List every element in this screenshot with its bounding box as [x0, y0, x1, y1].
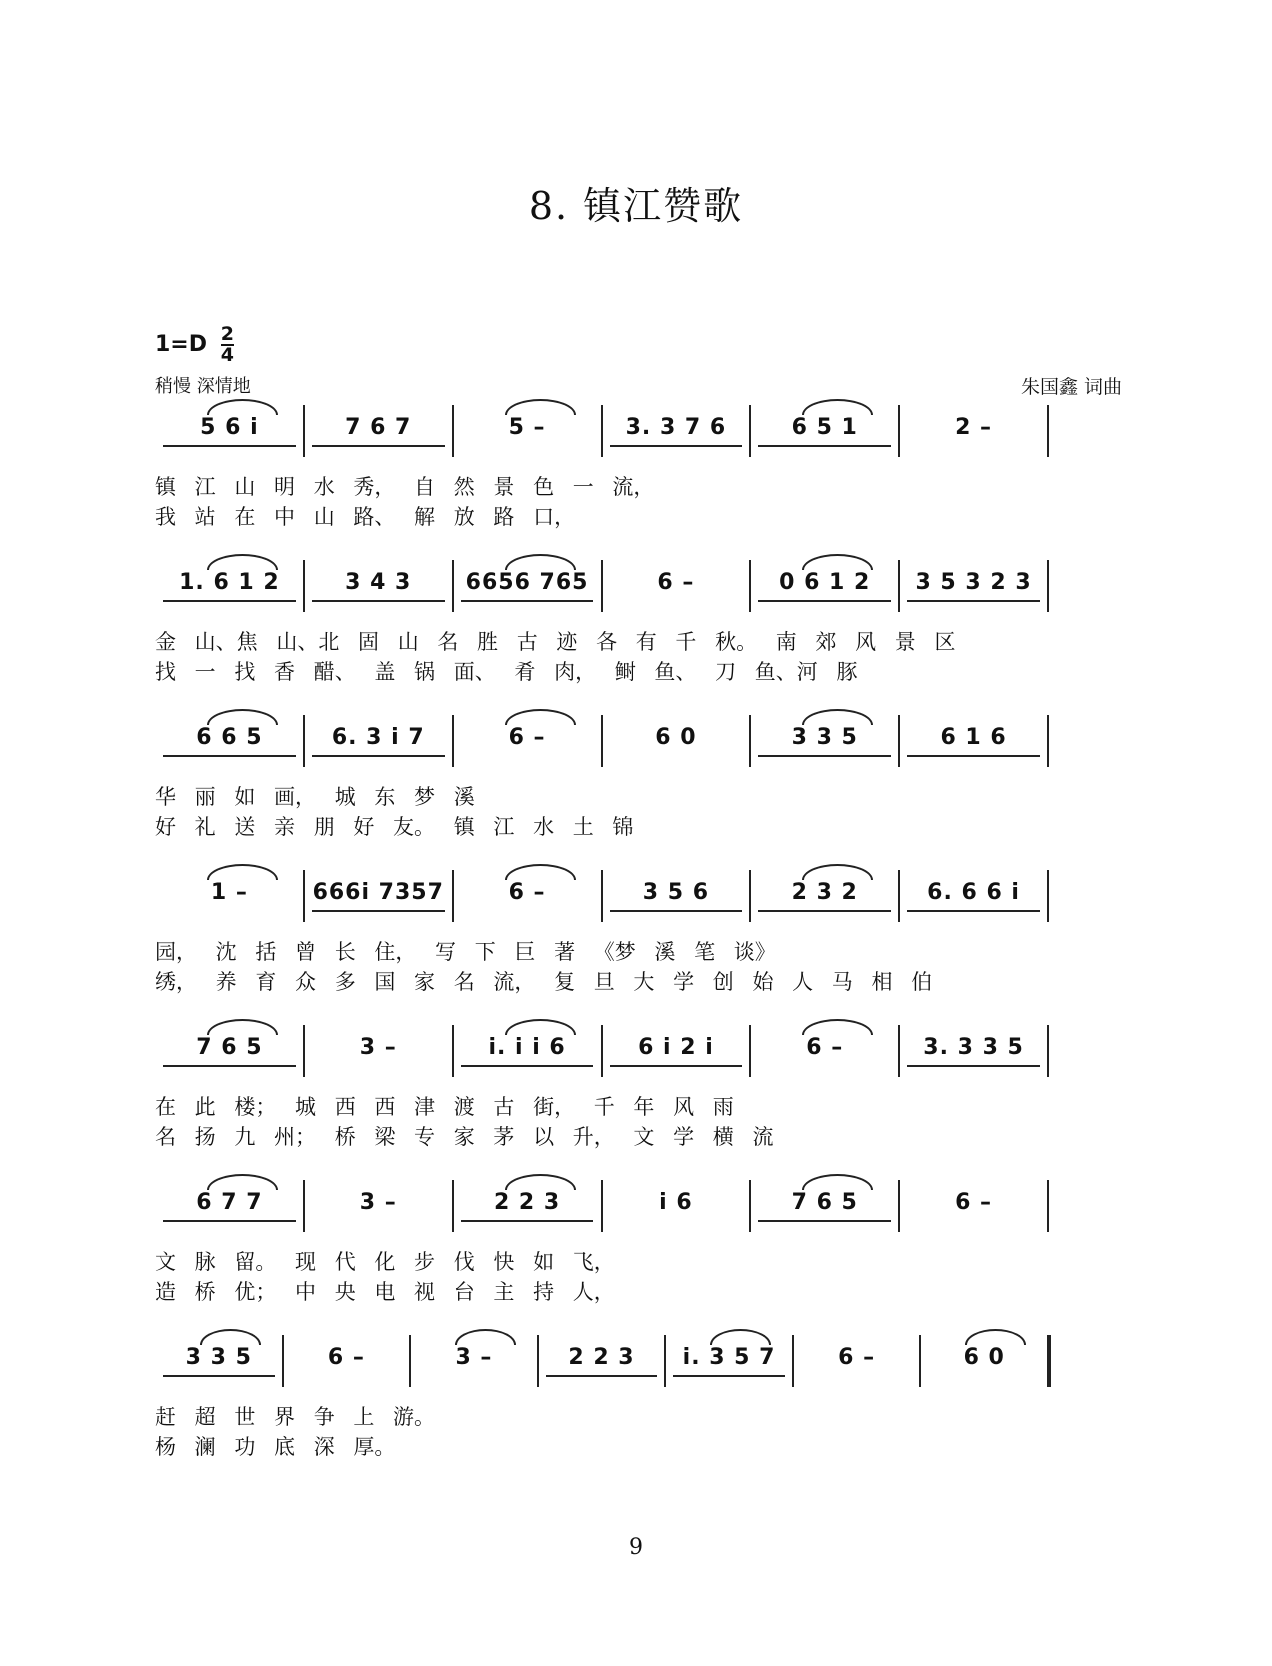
time-top: 2	[220, 323, 234, 345]
measure	[602, 395, 751, 455]
measure-notes: i. i i 6	[488, 1035, 566, 1060]
lyrics-verse-2: 找 一 找 香 醋、 盖 锅 面、 肴 肉， 鲥 鱼、 刀 鱼、河 豚	[155, 660, 858, 684]
key-signature	[155, 325, 234, 365]
beam-underline	[610, 445, 743, 447]
measure	[602, 860, 751, 920]
measure-notes: 6 –	[508, 725, 546, 750]
measure-notes: 6 –	[955, 1190, 993, 1215]
measure-notes: 0 6 1 2	[779, 570, 871, 595]
measure-notes: 3 –	[455, 1345, 493, 1370]
measure-notes: 3 3 5	[791, 725, 858, 750]
lyrics-verse-2: 名 扬 九 州； 桥 梁 专 家 茅 以 升， 文 学 横 流	[155, 1125, 774, 1149]
measure-notes: i 6	[659, 1190, 693, 1215]
measure-notes: 3. 3 7 6	[625, 415, 727, 440]
author-credit: 朱国鑫 词曲	[1020, 376, 1122, 398]
beam-underline	[163, 1375, 275, 1377]
measure	[899, 705, 1048, 765]
time-bottom: 4	[220, 344, 234, 366]
lyrics-verse-1: 华 丽 如 画， 城 东 梦 溪	[155, 785, 475, 809]
measure-notes: 666i 7357	[312, 880, 444, 905]
measure-notes: 3 3 5	[185, 1345, 252, 1370]
measure-notes: 1. 6 1 2	[179, 570, 280, 595]
beam-underline	[758, 1220, 891, 1222]
measure	[899, 395, 1048, 455]
measure	[899, 1170, 1048, 1230]
beam-underline	[461, 1065, 594, 1067]
beam-underline	[163, 1220, 296, 1222]
beam-underline	[907, 600, 1040, 602]
measure-notes: 3 5 6	[642, 880, 710, 905]
lyrics-verse-1: 园， 沈 括 曾 长 住， 写 下 巨 著 《梦 溪 笔 谈》	[155, 940, 776, 964]
measure-notes: 7 6 5	[791, 1190, 858, 1215]
measure-row	[155, 705, 1115, 765]
measure	[304, 1170, 453, 1230]
measure-notes: 6 –	[508, 880, 546, 905]
measure	[602, 1015, 751, 1075]
beam-underline	[907, 910, 1040, 912]
measure	[283, 1325, 411, 1385]
page-number: 9	[629, 1535, 643, 1560]
beam-underline	[312, 600, 445, 602]
measure-notes: 6 –	[838, 1345, 876, 1370]
lyrics-verse-2: 我 站 在 中 山 路、 解 放 路 口，	[155, 505, 576, 529]
measure-notes: 3 –	[359, 1035, 397, 1060]
music-system	[155, 395, 1115, 535]
barline	[1047, 1025, 1049, 1077]
measure-notes: 5 –	[508, 415, 546, 440]
measure-notes: 7 6 5	[196, 1035, 263, 1060]
measure-row	[155, 1015, 1115, 1075]
beam-underline	[758, 600, 891, 602]
lyrics-verse-1: 在 此 楼； 城 西 西 津 渡 古 街， 千 年 风 雨	[155, 1095, 734, 1119]
measure-notes: 6656 765	[465, 570, 589, 595]
music-system	[155, 1170, 1115, 1310]
beam-underline	[758, 755, 891, 757]
time-signature	[221, 325, 234, 365]
barline	[1047, 560, 1049, 612]
measure	[899, 550, 1048, 610]
beam-underline	[163, 600, 296, 602]
measure	[304, 395, 453, 455]
measure	[538, 1325, 666, 1385]
measure-notes: 6 6 5	[196, 725, 263, 750]
measure	[793, 1325, 921, 1385]
song-title: 8. 镇江赞歌	[528, 184, 744, 228]
beam-underline	[461, 600, 594, 602]
measure	[304, 705, 453, 765]
measure	[304, 860, 453, 920]
measure-notes: 6. 6 6 i	[927, 880, 1020, 905]
measure	[602, 550, 751, 610]
measure-notes: 5 6 i	[200, 415, 259, 440]
beam-underline	[907, 1065, 1040, 1067]
measure	[899, 1015, 1048, 1075]
barline	[1047, 1180, 1049, 1232]
measure-row	[155, 395, 1115, 455]
beam-underline	[163, 1065, 296, 1067]
music-system	[155, 860, 1115, 1000]
measure-notes: 6 0	[655, 725, 697, 750]
barline	[1047, 1335, 1051, 1387]
measure-notes: 2 2 3	[493, 1190, 561, 1215]
measure-notes: 6 –	[806, 1035, 844, 1060]
lyrics-verse-1: 赶 超 世 界 争 上 游。	[155, 1405, 436, 1429]
lyrics-verse-1: 镇 江 山 明 水 秀， 自 然 景 色 一 流，	[155, 475, 655, 499]
music-system	[155, 550, 1115, 690]
key-label: 1=D	[155, 332, 208, 357]
barline	[1047, 715, 1049, 767]
beam-underline	[163, 755, 296, 757]
beam-underline	[758, 445, 891, 447]
measure-notes: 6 5 1	[791, 415, 858, 440]
barline	[1047, 405, 1049, 457]
beam-underline	[461, 1220, 594, 1222]
tempo-marking: 稍慢 深情地	[155, 376, 251, 397]
beam-underline	[907, 755, 1040, 757]
beam-underline	[673, 1375, 785, 1377]
measure-notes: 2 3 2	[791, 880, 858, 905]
lyrics-verse-1: 金 山、焦 山、北 固 山 名 胜 古 迹 各 有 千 秋。 南 郊 风 景 区	[155, 630, 956, 654]
beam-underline	[610, 910, 743, 912]
measure-notes: 6 0	[963, 1345, 1005, 1370]
measure	[602, 1170, 751, 1230]
beam-underline	[610, 1065, 743, 1067]
measure-notes: 6 1 6	[940, 725, 1007, 750]
music-system	[155, 1325, 1115, 1465]
measure-notes: 3 5 3 2 3	[915, 570, 1032, 595]
measure-row	[155, 550, 1115, 610]
measure-notes: 6 –	[327, 1345, 365, 1370]
lyrics-verse-2: 绣， 养 育 众 多 国 家 名 流， 复 旦 大 学 创 始 人 马 相 伯	[155, 970, 933, 994]
measure-notes: 3. 3 3 5	[923, 1035, 1024, 1060]
measure-notes: 6 7 7	[196, 1190, 263, 1215]
lyrics-verse-2: 造 桥 优； 中 央 电 视 台 主 持 人，	[155, 1280, 615, 1304]
measure-notes: 2 –	[955, 415, 993, 440]
measure	[304, 550, 453, 610]
measure-notes: 6. 3 i 7	[331, 725, 425, 750]
beam-underline	[163, 445, 296, 447]
measure-row	[155, 1170, 1115, 1230]
measure-notes: 2 2 3	[568, 1345, 635, 1370]
measure	[899, 860, 1048, 920]
measure-notes: i. 3 5 7	[682, 1345, 776, 1370]
lyrics-verse-2: 杨 澜 功 底 深 厚。	[155, 1435, 396, 1459]
measure-notes: 7 6 7	[345, 415, 412, 440]
beam-underline	[312, 910, 445, 912]
measure	[304, 1015, 453, 1075]
measure	[602, 705, 751, 765]
measure-row	[155, 1325, 1115, 1385]
lyrics-verse-2: 好 礼 送 亲 朋 好 友。 镇 江 水 土 锦	[155, 815, 634, 839]
beam-underline	[546, 1375, 658, 1377]
barline	[1047, 870, 1049, 922]
measure-notes: 6 –	[657, 570, 695, 595]
music-system	[155, 1015, 1115, 1155]
measure-notes: 3 4 3	[345, 570, 412, 595]
measure-notes: 3 –	[359, 1190, 397, 1215]
measure-row	[155, 860, 1115, 920]
measure-notes: 1 –	[210, 880, 248, 905]
lyrics-verse-1: 文 脉 留。 现 代 化 步 伐 快 如 飞，	[155, 1250, 615, 1274]
beam-underline	[312, 755, 445, 757]
beam-underline	[758, 910, 891, 912]
music-system	[155, 705, 1115, 845]
measure-notes: 6 i 2 i	[638, 1035, 714, 1060]
beam-underline	[312, 445, 445, 447]
